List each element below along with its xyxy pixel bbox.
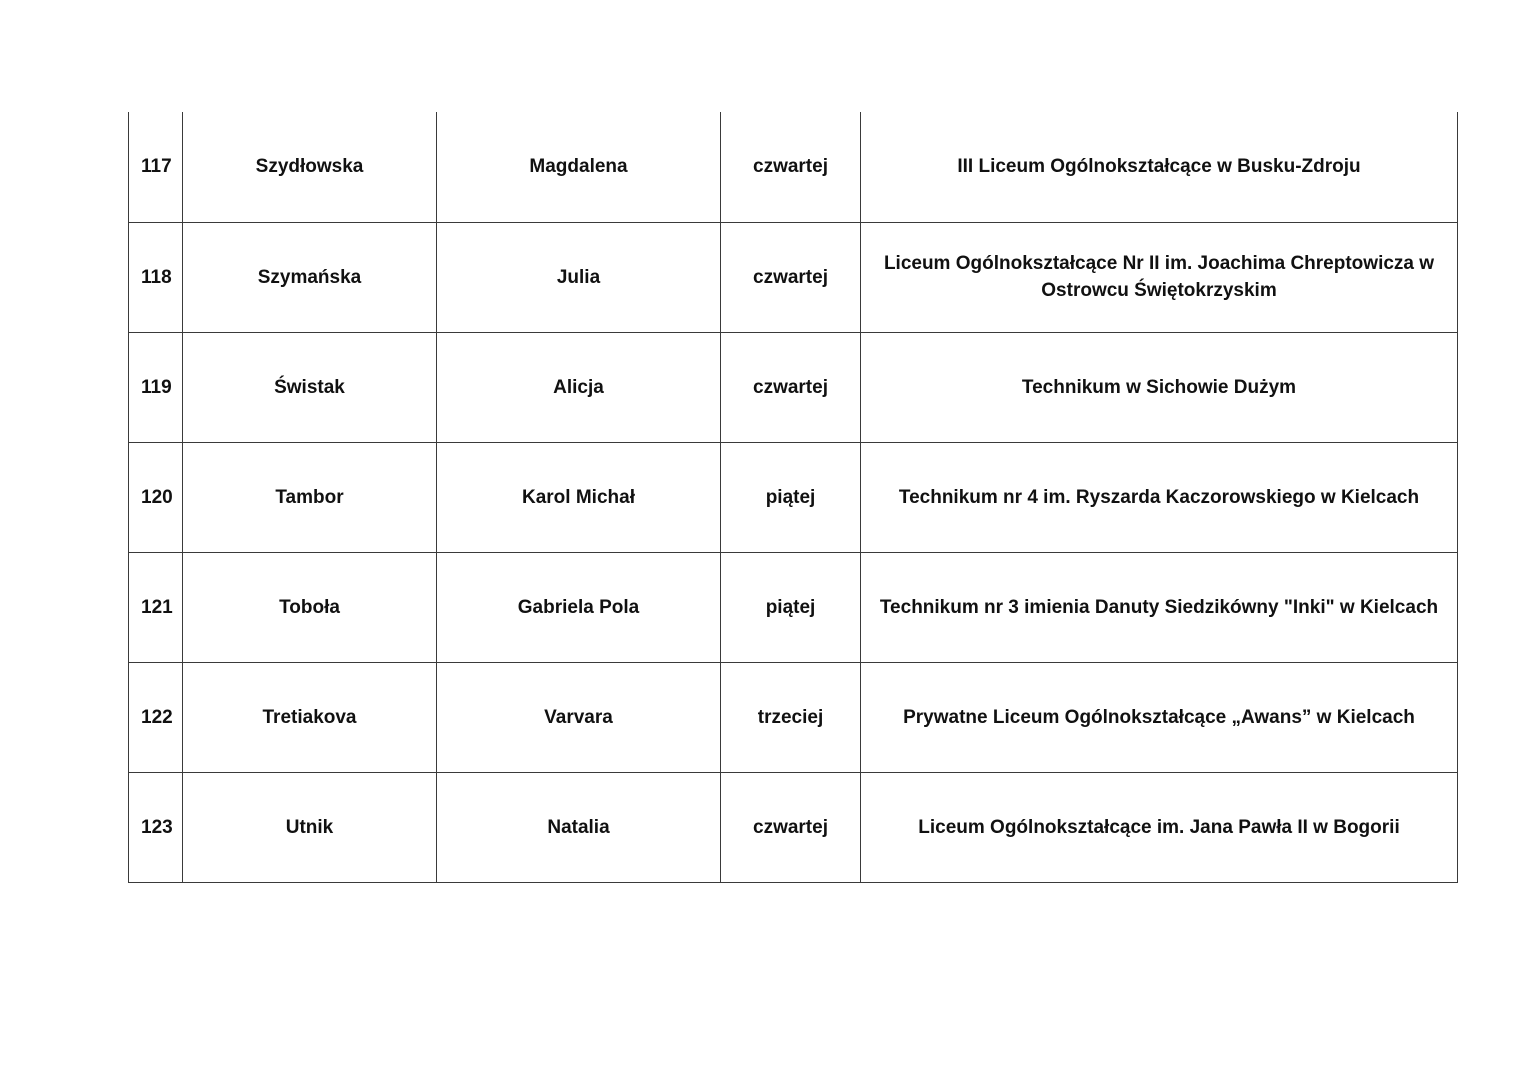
row-number: 120: [129, 442, 183, 552]
first-name-cell: Karol Michał: [437, 442, 721, 552]
school-cell: Technikum nr 3 imienia Danuty Siedzikówny "Inki" w Kielcach: [861, 552, 1458, 662]
surname-cell: Utnik: [183, 772, 437, 882]
surname-cell: Tambor: [183, 442, 437, 552]
first-name-cell: Julia: [437, 222, 721, 332]
class-cell: czwartej: [721, 332, 861, 442]
school-cell: Liceum Ogólnokształcące im. Jana Pawła II w Bogorii: [861, 772, 1458, 882]
first-name-cell: Alicja: [437, 332, 721, 442]
table-row: [129, 222, 1458, 332]
first-name-cell: Natalia: [437, 772, 721, 882]
class-cell: trzeciej: [721, 662, 861, 772]
surname-cell: Tretiakova: [183, 662, 437, 772]
participants-table: [128, 112, 1458, 883]
row-number: 117: [129, 112, 183, 222]
surname-cell: Szydłowska: [183, 112, 437, 222]
class-cell: czwartej: [721, 772, 861, 882]
surname-cell: Szymańska: [183, 222, 437, 332]
class-cell: piątej: [721, 442, 861, 552]
school-cell: Liceum Ogólnokształcące Nr II im. Joachima Chreptowicza w Ostrowcu Świętokrzyskim: [861, 222, 1458, 332]
table-row: [129, 332, 1458, 442]
first-name-cell: Varvara: [437, 662, 721, 772]
class-cell: piątej: [721, 552, 861, 662]
school-cell: III Liceum Ogólnokształcące w Busku-Zdroju: [861, 112, 1458, 222]
table-row: [129, 552, 1458, 662]
school-cell: Technikum w Sichowie Dużym: [861, 332, 1458, 442]
first-name-cell: Gabriela Pola: [437, 552, 721, 662]
first-name-cell: Magdalena: [437, 112, 721, 222]
row-number: 119: [129, 332, 183, 442]
row-number: 122: [129, 662, 183, 772]
school-cell: Technikum nr 4 im. Ryszarda Kaczorowskiego w Kielcach: [861, 442, 1458, 552]
row-number: 121: [129, 552, 183, 662]
school-cell: Prywatne Liceum Ogólnokształcące „Awans” w Kielcach: [861, 662, 1458, 772]
table-row: [129, 112, 1458, 222]
table-row: [129, 772, 1458, 882]
class-cell: czwartej: [721, 112, 861, 222]
surname-cell: Świstak: [183, 332, 437, 442]
class-cell: czwartej: [721, 222, 861, 332]
row-number: 118: [129, 222, 183, 332]
surname-cell: Toboła: [183, 552, 437, 662]
table-row: [129, 662, 1458, 772]
row-number: 123: [129, 772, 183, 882]
table-row: [129, 442, 1458, 552]
